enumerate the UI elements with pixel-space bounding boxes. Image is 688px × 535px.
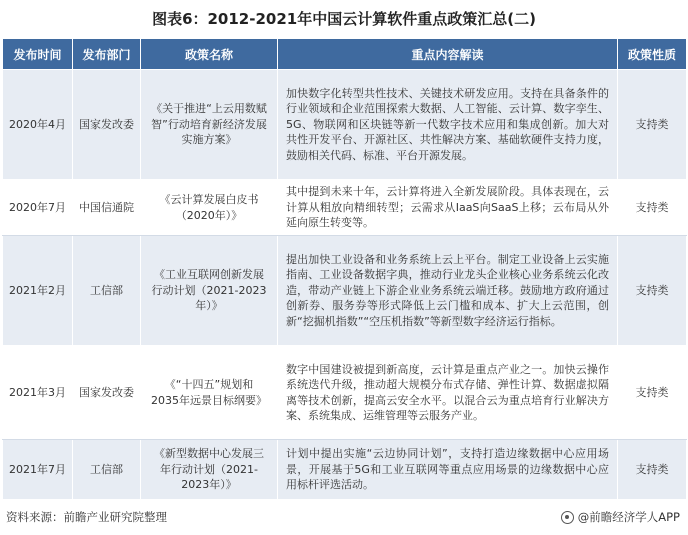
table-row [3,70,687,180]
cell-dept: 工信部 [73,236,141,346]
cell-content: 计划中提出实施“云边协同计划”，支持打造边缘数据中心应用场景，开展基于5G和工业互联网等重点应用场景的边缘数据中心应用标杆评选活动。 [278,440,618,500]
policy-table [2,38,687,500]
table-header-row [3,39,687,70]
cell-time: 2020年7月 [3,180,73,236]
brand-credit [561,509,680,525]
cell-content: 其中提到未来十年，云计算将进入全新发展阶段。具体表现在，云计算从粗放向精细转型；云需求从IaaS向SaaS上移；云布局从外延向原生转变等。 [278,180,618,236]
table-row [3,346,687,440]
cell-dept: 国家发改委 [73,346,141,440]
source-note: 资料来源：前瞻产业研究院整理 [6,510,167,524]
cell-policy: 《云计算发展白皮书（2020年）》 [141,180,278,236]
cell-dept: 工信部 [73,440,141,500]
cell-nature: 支持类 [618,180,687,236]
table-row [3,180,687,236]
cell-dept: 国家发改委 [73,70,141,180]
footer [0,505,688,529]
cell-content: 提出加快工业设备和业务系统上云上平台。制定工业设备上云实施指南、工业设备数据字典，推动行业龙头企业核心业务系统云化改造，带动产业链上下游企业业务系统云端迁移。鼓励地方政府通过创新券、服务券等形式降低上云门槛和成本、扩大上云范围，创新“挖掘机指数”“空压机指数”等新型数字经济运行指标。 [278,236,618,346]
cell-policy: 《“十四五”规划和2035年远景目标纲要》 [141,346,278,440]
cell-nature: 支持类 [618,346,687,440]
cell-policy: 《关于推进“上云用数赋智”行动培育新经济发展实施方案》 [141,70,278,180]
cell-time: 2021年2月 [3,236,73,346]
cell-time: 2021年3月 [3,346,73,440]
cell-dept: 中国信通院 [73,180,141,236]
brand-label: @前瞻经济学人APP [577,510,680,524]
cell-time: 2020年4月 [3,70,73,180]
header-policy: 政策名称 [141,39,278,70]
cell-time: 2021年7月 [3,440,73,500]
header-nature: 政策性质 [618,39,687,70]
cell-content: 加快数字化转型共性技术、关键技术研发应用。支持在具备条件的行业领域和企业范围探索大数据、人工智能、云计算、数字孪生、5G、物联网和区块链等新一代数字技术应用和集成创新。加大对共性开发平台、开源社区、共性解决方案、基础软硬件支持力度，鼓励相关代码、标准、平台开源发展。 [278,70,618,180]
table-row [3,440,687,500]
table-row [3,236,687,346]
cell-nature: 支持类 [618,70,687,180]
cell-nature: 支持类 [618,236,687,346]
header-time: 发布时间 [3,39,73,70]
cell-policy: 《工业互联网创新发展行动计划（2021-2023年）》 [141,236,278,346]
brand-logo-icon [561,511,574,524]
cell-content: 数字中国建设被提到新高度，云计算是重点产业之一。加快云操作系统迭代升级，推动超大规模分布式存储、弹性计算、数据虚拟隔离等技术创新，提高云安全水平。以混合云为重点培育行业解决方案、系统集成、运维管理等云服务产业。 [278,346,618,440]
header-dept: 发布部门 [73,39,141,70]
cell-nature: 支持类 [618,440,687,500]
header-content: 重点内容解读 [278,39,618,70]
cell-policy: 《新型数据中心发展三年行动计划（2021-2023年）》 [141,440,278,500]
chart-title: 图表6：2012-2021年中国云计算软件重点政策汇总(二) [152,9,536,28]
